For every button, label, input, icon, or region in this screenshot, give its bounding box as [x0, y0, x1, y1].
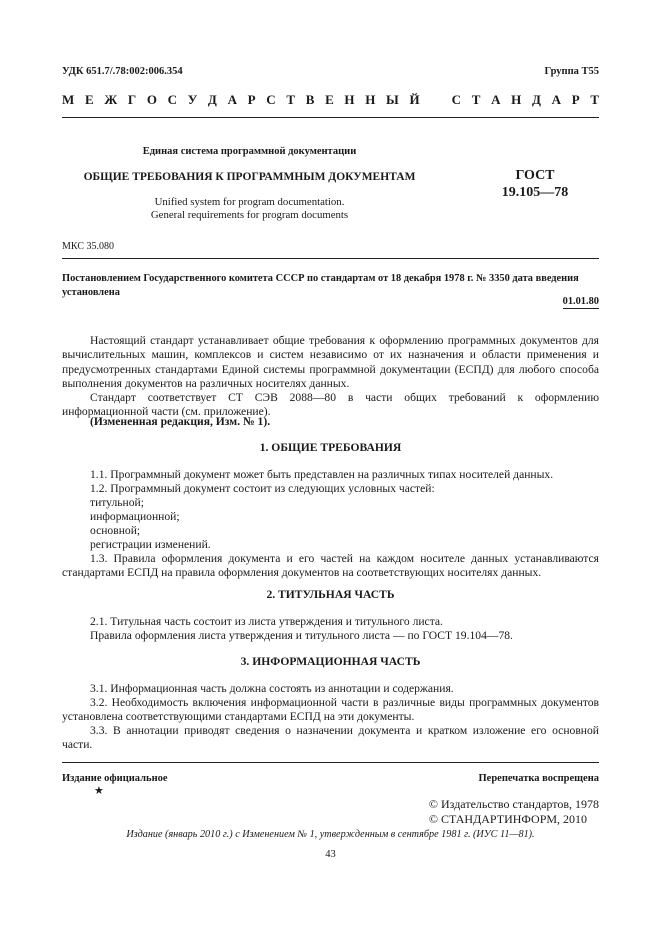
mks-code: МКС 35.080 — [62, 241, 114, 252]
section-1-2: 1.2. Программный документ состоит из следующих условных частей: — [90, 482, 435, 495]
header-rule — [62, 117, 599, 118]
official-edition: Издание официальное — [62, 773, 168, 784]
section-1-3: 1.3. Правила оформления документа и его частей на каждом носителе данных устанавливаются стандартами ЕСПД на правила оформления документов на соответствующих носителях данных. — [62, 552, 599, 580]
udk-code: УДК 651.7/.78:002:006.354 — [62, 66, 183, 77]
section-3-1: 3.1. Информационная часть должна состоять из аннотации и содержания. — [90, 682, 454, 695]
effective-date: 01.01.80 — [562, 296, 599, 307]
section-2-1: 2.1. Титульная часть состоит из листа утверждения и титульного листа. — [90, 615, 443, 628]
intro-amendment: (Измененная редакция, Изм. № 1). — [90, 415, 271, 428]
intro-paragraph: Настоящий стандарт устанавливает общие требования к оформлению программных документов для вычислительных машин, комплексов и систем независимо от их назначения и области применения и предусмотренных стандартами Единой системы программной документации (ЕСПД) для любого способа выполнения документов на различных носителях данных. — [62, 334, 599, 390]
page-number: 43 — [325, 849, 336, 860]
section-3-2: 3.2. Необходимость включения информационной части в различные виды программных документов установлена соответствующими стандартами ЕСПД на эти документы. — [62, 696, 599, 724]
section-3-3: 3.3. В аннотации приводят сведения о назначении документа и кратком изложение его основной части. — [62, 724, 599, 752]
section-1-2-item: информационной; — [90, 510, 180, 523]
section-1-2-item: регистрации изменений. — [90, 538, 211, 551]
section-2-rules: Правила оформления листа утверждения и титульного листа — по ГОСТ 19.104—78. — [90, 629, 513, 642]
copyright-publisher: © Издательство стандартов, 1978 — [428, 797, 599, 811]
intro-correspondence: Стандарт соответствует СТ СЭВ 2088—80 в части общих требований к оформлению информационной части (см. приложение). — [62, 391, 599, 419]
reprint-prohibited: Перепечатка воспрещена — [478, 773, 599, 784]
system-name: Единая система программной документации — [142, 146, 357, 157]
footer-rule — [62, 762, 599, 763]
gost-code: 19.105—78 — [501, 185, 569, 200]
star-icon: ★ — [94, 785, 104, 797]
decree-text: Постановлением Государственного комитета СССР по стандартам от 18 декабря 1978 г. № 3350 дата введения установлена — [62, 273, 579, 298]
english-title-line-2: General requirements for program documents — [150, 209, 349, 221]
copyright-standartinform: © СТАНДАРТИНФОРМ, 2010 — [428, 811, 588, 826]
mks-rule — [62, 258, 599, 259]
interstate-standard-banner: М Е Ж Г О С У Д А Р С Т В Е Н Н Ы Й С Т А Н Д А Р Т — [62, 92, 599, 107]
copyright-block — [429, 797, 599, 826]
standard-title: ОБЩИЕ ТРЕБОВАНИЯ К ПРОГРАММНЫМ ДОКУМЕНТАМ — [83, 171, 416, 183]
section-1-heading: 1. ОБЩИЕ ТРЕБОВАНИЯ — [259, 441, 402, 454]
section-1-1: 1.1. Программный документ может быть представлен на различных типах носителей данных. — [90, 468, 554, 481]
english-title — [62, 196, 437, 222]
gost-number — [470, 167, 600, 201]
section-1-2-item: основной; — [90, 524, 141, 537]
gost-label: ГОСТ — [515, 168, 555, 183]
section-2-heading: 2. ТИТУЛЬНАЯ ЧАСТЬ — [266, 588, 395, 601]
section-3-heading: 3. ИНФОРМАЦИОННАЯ ЧАСТЬ — [240, 655, 421, 668]
group-code: Группа Т55 — [544, 66, 599, 77]
edition-note: Издание (январь 2010 г.) с Изменением № 1, утвержденным в сентябре 1981 г. (ИУС 11—81). — [126, 829, 535, 840]
section-1-2-item: титульной; — [90, 496, 144, 509]
english-title-line-1: Unified system for program documentation. — [154, 196, 345, 208]
